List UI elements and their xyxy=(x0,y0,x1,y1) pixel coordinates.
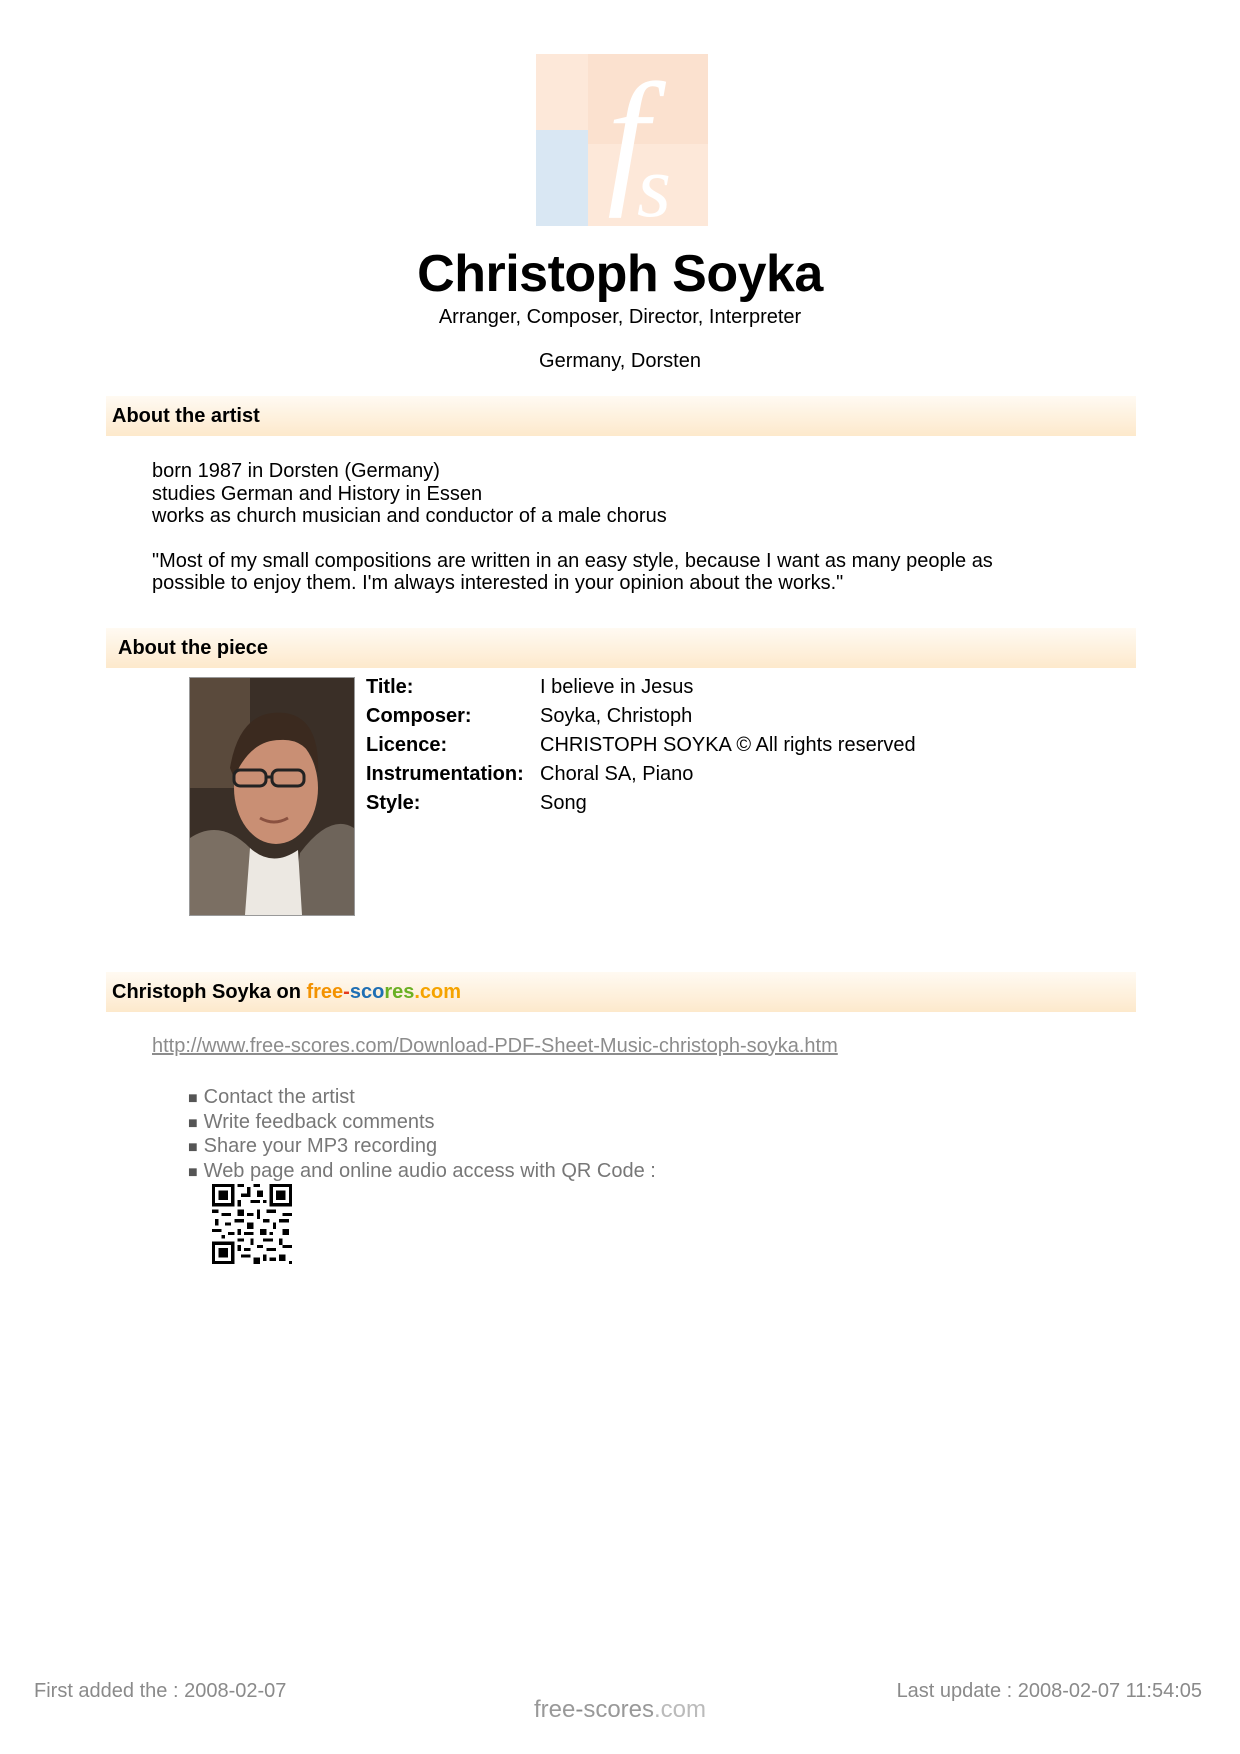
detail-value: I believe in Jesus xyxy=(540,676,694,698)
last-update-date: Last update : 2008-02-07 11:54:05 xyxy=(896,1680,1202,1702)
first-added-date: First added the : 2008-02-07 xyxy=(34,1680,287,1702)
artist-page-link[interactable]: http://www.free-scores.com/Download-PDF-Sheet-Music-christoph-soyka.htm xyxy=(152,1035,838,1057)
artist-location: Germany, Dorsten xyxy=(539,350,701,372)
detail-value: Soyka, Christoph xyxy=(540,705,693,727)
detail-value: Choral SA, Piano xyxy=(540,763,694,785)
square-bullet-icon: ■ xyxy=(188,1139,198,1157)
svg-text:f: f xyxy=(607,54,649,219)
bio-line: works as church musician and conductor of a male chorus xyxy=(152,505,667,528)
list-item-share-mp3[interactable]: ■ Share your MP3 recording xyxy=(188,1135,438,1158)
square-bullet-icon: ■ xyxy=(188,1114,198,1132)
detail-label: Licence: xyxy=(366,734,448,756)
artist-bio xyxy=(152,460,1052,595)
section-header-on-site xyxy=(106,972,1136,1012)
section-header-about-artist xyxy=(106,396,1136,436)
qr-code[interactable] xyxy=(212,1184,292,1264)
square-bullet-icon: ■ xyxy=(188,1163,198,1181)
detail-label: Title: xyxy=(366,676,414,698)
list-item-feedback[interactable]: ■ Write feedback comments xyxy=(188,1110,435,1133)
footer-logo: free-scores.com xyxy=(533,1696,707,1723)
section-title: About the piece xyxy=(118,637,269,659)
bio-quote: "Most of my small compositions are written in an easy style, because I want as many people as possible to enjoy them. I'm always interested in your opinion about the works." xyxy=(152,549,993,595)
bio-line: studies German and History in Essen xyxy=(152,482,483,505)
section-title-prefix: Christoph Soyka on xyxy=(112,981,301,1003)
section-title: About the artist xyxy=(112,405,260,427)
list-item-qr-access[interactable]: ■ Web page and online audio access with QR Code : xyxy=(188,1159,656,1182)
action-list xyxy=(188,1086,656,1184)
artist-photo xyxy=(189,677,355,916)
artist-name: Christoph Soyka xyxy=(417,245,823,303)
svg-text:s: s xyxy=(636,139,672,226)
detail-value: Song xyxy=(540,792,587,814)
list-item-contact[interactable]: ■ Contact the artist xyxy=(188,1086,355,1108)
section-header-about-piece xyxy=(106,628,1136,668)
detail-value: CHRISTOPH SOYKA © All rights reserved xyxy=(540,734,916,756)
detail-label: Instrumentation: xyxy=(366,763,524,785)
bio-line: born 1987 in Dorsten (Germany) xyxy=(152,460,440,482)
section-title xyxy=(112,981,461,1004)
square-bullet-icon: ■ xyxy=(188,1090,198,1107)
detail-label: Style: xyxy=(366,792,421,814)
detail-label: Composer: xyxy=(366,705,472,727)
site-brand: free-scores.com xyxy=(306,981,462,1003)
artist-roles: Arranger, Composer, Director, Interpreter xyxy=(438,306,802,328)
free-scores-logo xyxy=(536,54,708,226)
